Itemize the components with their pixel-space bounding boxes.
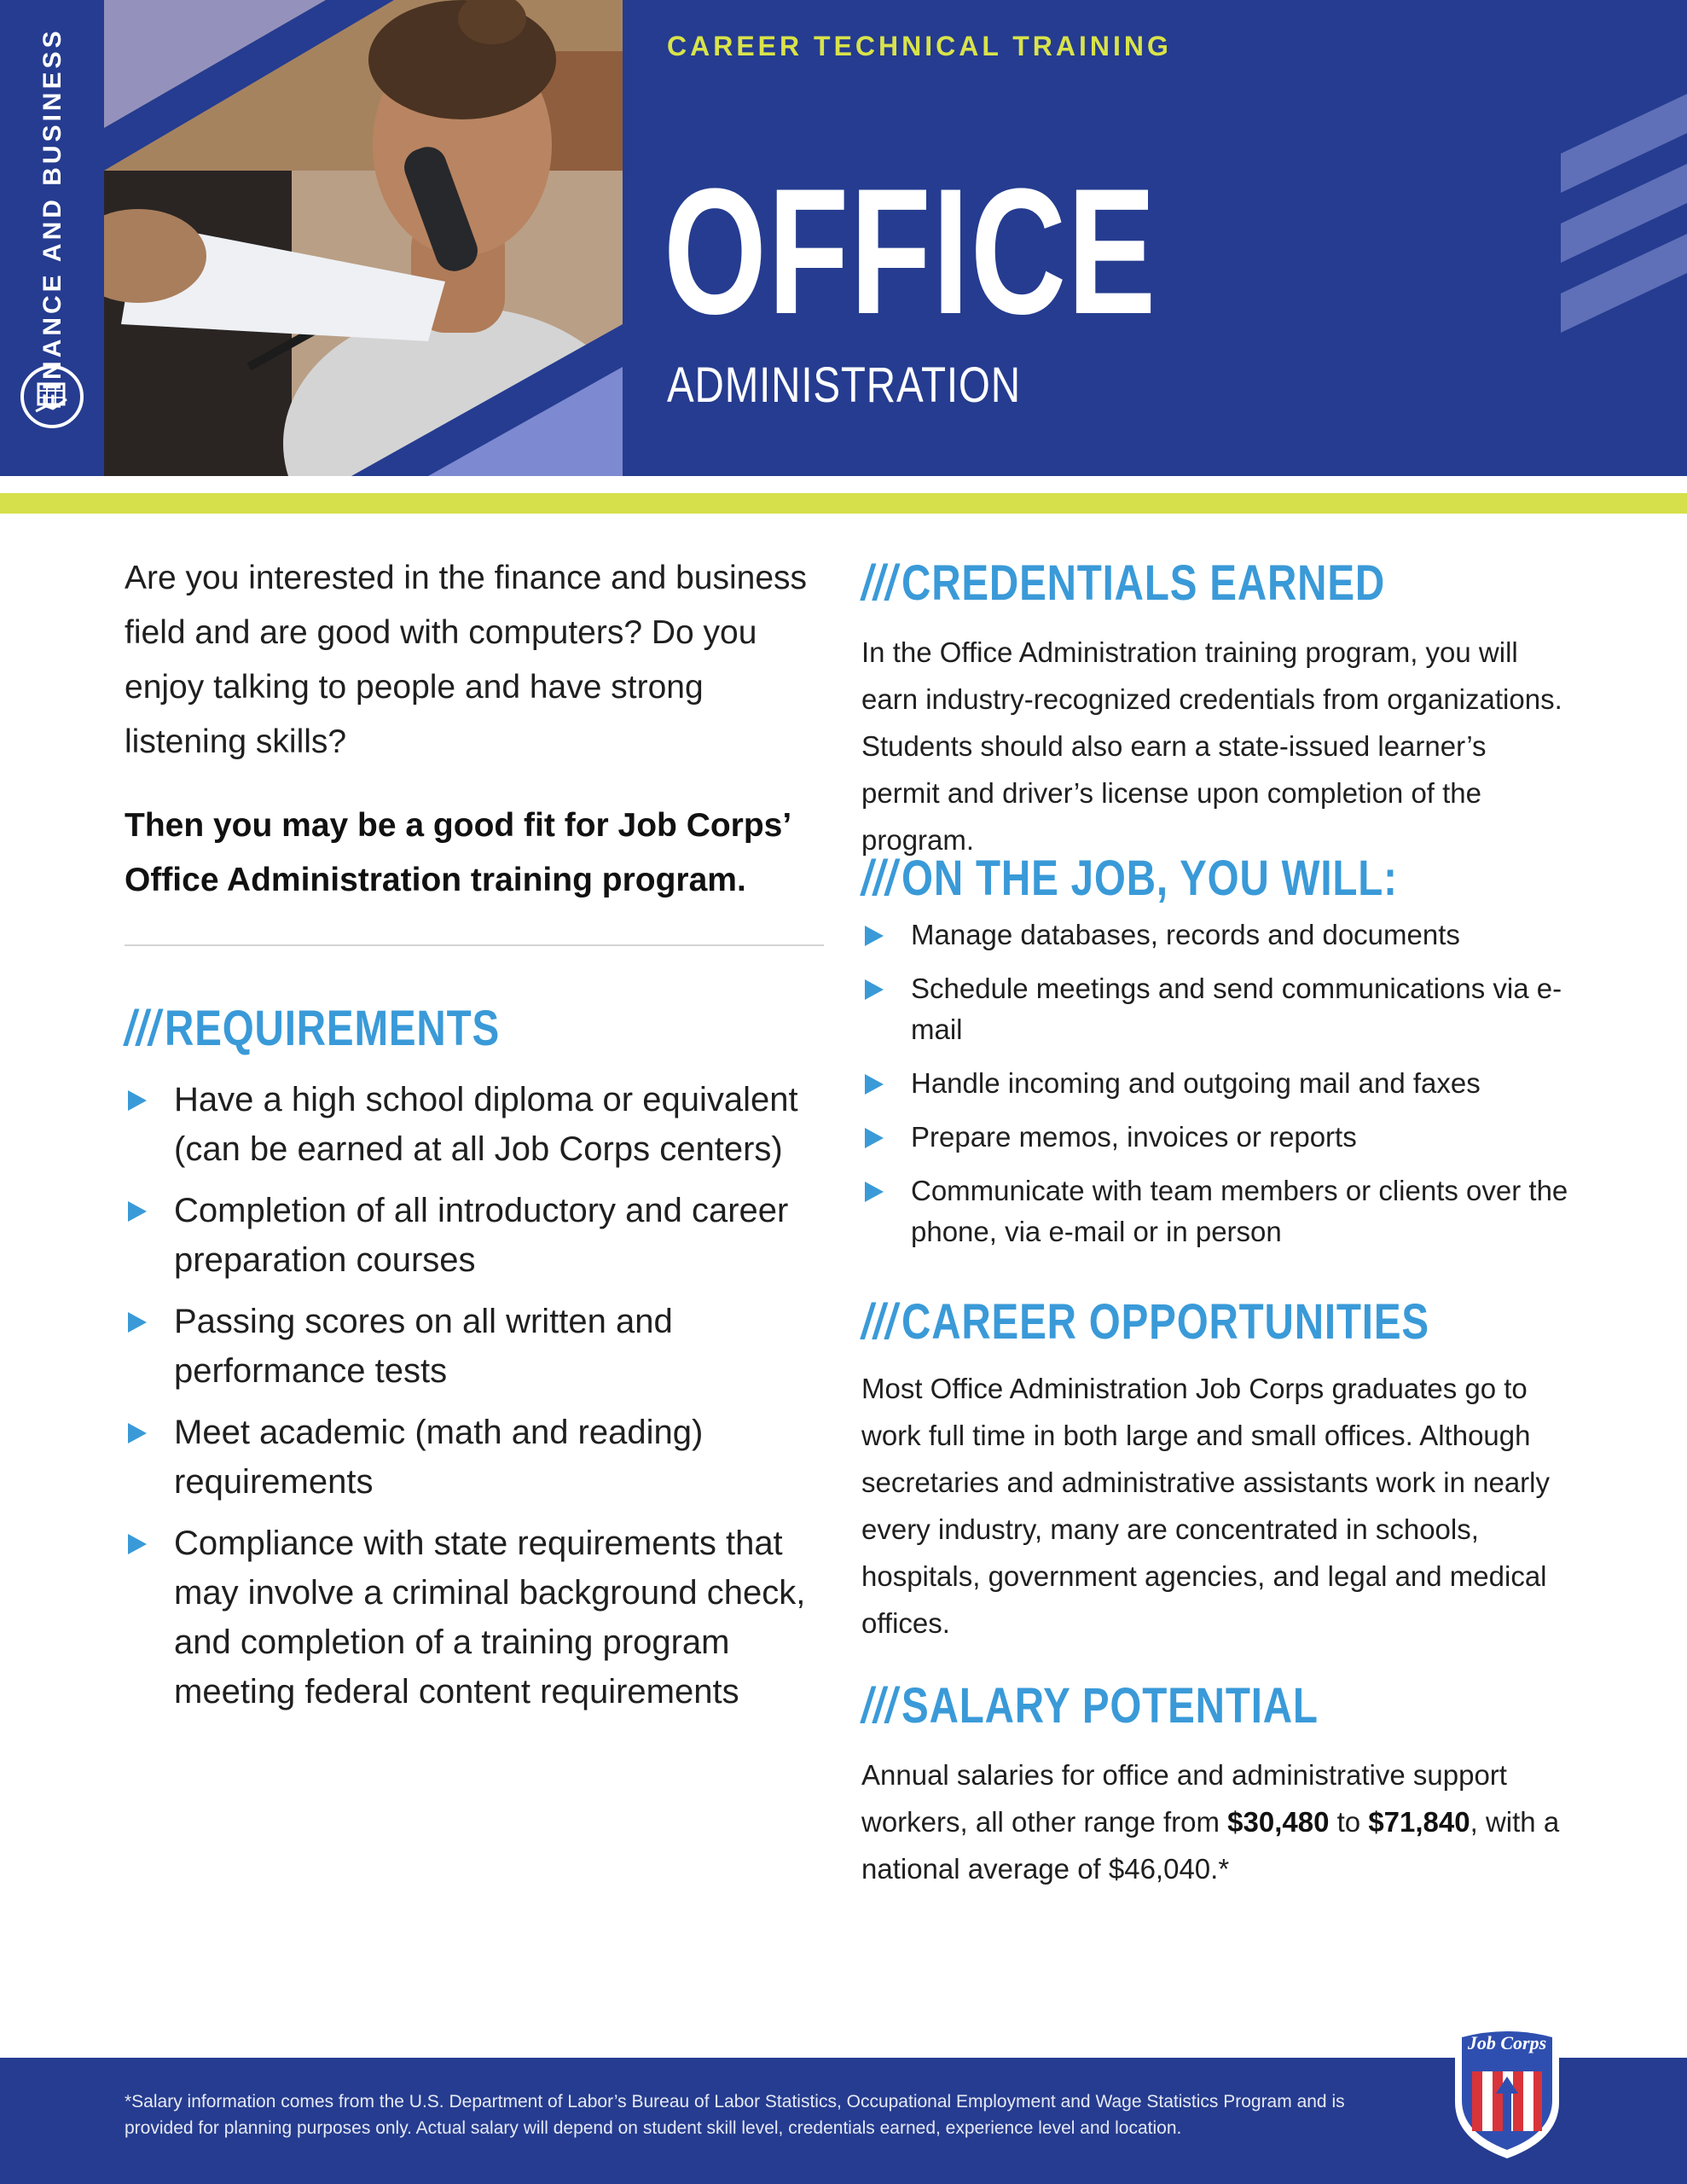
header-banner (0, 0, 1687, 476)
duties-list (861, 915, 1586, 1265)
heading-slashes: /// (861, 851, 898, 906)
salary-low: $30,480 (1227, 1806, 1330, 1838)
bullet-arrow-icon (128, 1090, 147, 1111)
list-item-text: Meet academic (math and reading) requirements (174, 1414, 704, 1501)
list-item (861, 915, 1586, 956)
salary-heading (861, 1677, 1319, 1734)
bullet-arrow-icon (865, 1128, 884, 1148)
heading-slashes: /// (861, 1294, 898, 1350)
bullet-arrow-icon (865, 1182, 884, 1202)
job-corps-logo (1445, 2020, 1569, 2162)
bullet-arrow-icon (128, 1201, 147, 1222)
category-strip (0, 0, 104, 476)
career-heading (861, 1293, 1429, 1350)
heading-slashes: /// (125, 1001, 161, 1056)
bullet-arrow-icon (865, 1074, 884, 1095)
credentials-body: In the Office Administration training program, you will earn industry-recognized credentials from organizations. Students should also earn a state-issued learner’s permit and driver’s license upon completion of the program. (861, 636, 1562, 856)
bullet-arrow-icon (128, 1423, 147, 1443)
list-item (861, 1170, 1586, 1252)
list-item-text: Compliance with state requirements that may involve a criminal background check, and completion of a training program meeting federal content requirements (174, 1525, 806, 1711)
salary-text: Annual salaries for office and administrative support workers, all other range from (861, 1759, 1507, 1838)
bullet-arrow-icon (128, 1312, 147, 1333)
list-item-text: Passing scores on all written and performance tests (174, 1303, 673, 1390)
heading-text: ON THE JOB, YOU WILL: (901, 851, 1398, 906)
section-divider (125, 944, 824, 946)
career-body: Most Office Administration Job Corps graduates go to work full time in both large and small offices. Although secretaries and administrative assistants work in nearly every industry, many are concentrated in schools, hospitals, government agencies, and legal and medical offices. (861, 1373, 1551, 1639)
heading-text: SALARY POTENTIAL (901, 1678, 1319, 1734)
salary-high: $71,840 (1368, 1806, 1470, 1838)
page-title: OFFICE (664, 151, 1157, 351)
list-item-text: Manage databases, records and documents (911, 919, 1460, 950)
intro-question: Are you interested in the finance and business field and are good with computers? Do you enjoy talking to people and have strong listening skills? (125, 560, 808, 760)
salary-footnote: *Salary information comes from the U.S. Department of Labor’s Bureau of Labor Statistics, Occupational Employment and Wage Statistics Program and is provided for planning purposes only. Actual salary will depend on student skill level, credentials earned, experience level and location. (125, 2092, 1345, 2138)
list-item (125, 1075, 832, 1174)
hero-photo (104, 0, 623, 476)
heading-text: REQUIREMENTS (165, 1001, 501, 1056)
list-item (125, 1519, 832, 1716)
finance-chart-icon (20, 365, 84, 428)
intro-fit-statement: Then you may be a good fit for Job Corps’ Office Administration training program. (125, 807, 791, 898)
list-item (125, 1186, 832, 1285)
bullet-arrow-icon (865, 926, 884, 946)
heading-slashes: /// (861, 555, 898, 611)
page-subtitle: ADMINISTRATION (667, 357, 1021, 413)
list-item-text: Prepare memos, invoices or reports (911, 1121, 1357, 1153)
list-item-text: Completion of all introductory and career preparation courses (174, 1192, 789, 1279)
heading-slashes: /// (861, 1678, 898, 1734)
eyebrow-label: CAREER TECHNICAL TRAINING (667, 31, 1172, 61)
heading-text: CREDENTIALS EARNED (901, 555, 1386, 611)
list-item (861, 968, 1586, 1050)
credentials-heading (861, 555, 1385, 612)
requirements-heading (125, 1000, 500, 1057)
salary-average: , with a national average of $46,040.* (861, 1806, 1560, 1885)
on-the-job-heading (861, 850, 1398, 907)
list-item-text: Communicate with team members or clients over the phone, via e-mail or in person (911, 1175, 1568, 1247)
list-item-text: Handle incoming and outgoing mail and faxes (911, 1067, 1481, 1099)
salary-to: to (1329, 1806, 1369, 1838)
logo-text: Job Corps (1467, 2032, 1547, 2053)
salary-body (861, 1751, 1561, 1892)
list-item (125, 1297, 832, 1396)
list-item-text: Schedule meetings and send communications via e-mail (911, 973, 1562, 1045)
requirements-list (125, 1075, 832, 1728)
list-item (861, 1117, 1586, 1158)
category-label: FINANCE AND BUSINESS (38, 27, 67, 410)
list-item (861, 1063, 1586, 1104)
bullet-arrow-icon (128, 1534, 147, 1554)
decorative-stripes (1561, 94, 1687, 341)
accent-bar (0, 493, 1687, 514)
heading-text: CAREER OPPORTUNITIES (901, 1294, 1429, 1350)
bullet-arrow-icon (865, 979, 884, 1000)
list-item (125, 1408, 832, 1507)
list-item-text: Have a high school diploma or equivalent (can be earned at all Job Corps centers) (174, 1081, 798, 1168)
